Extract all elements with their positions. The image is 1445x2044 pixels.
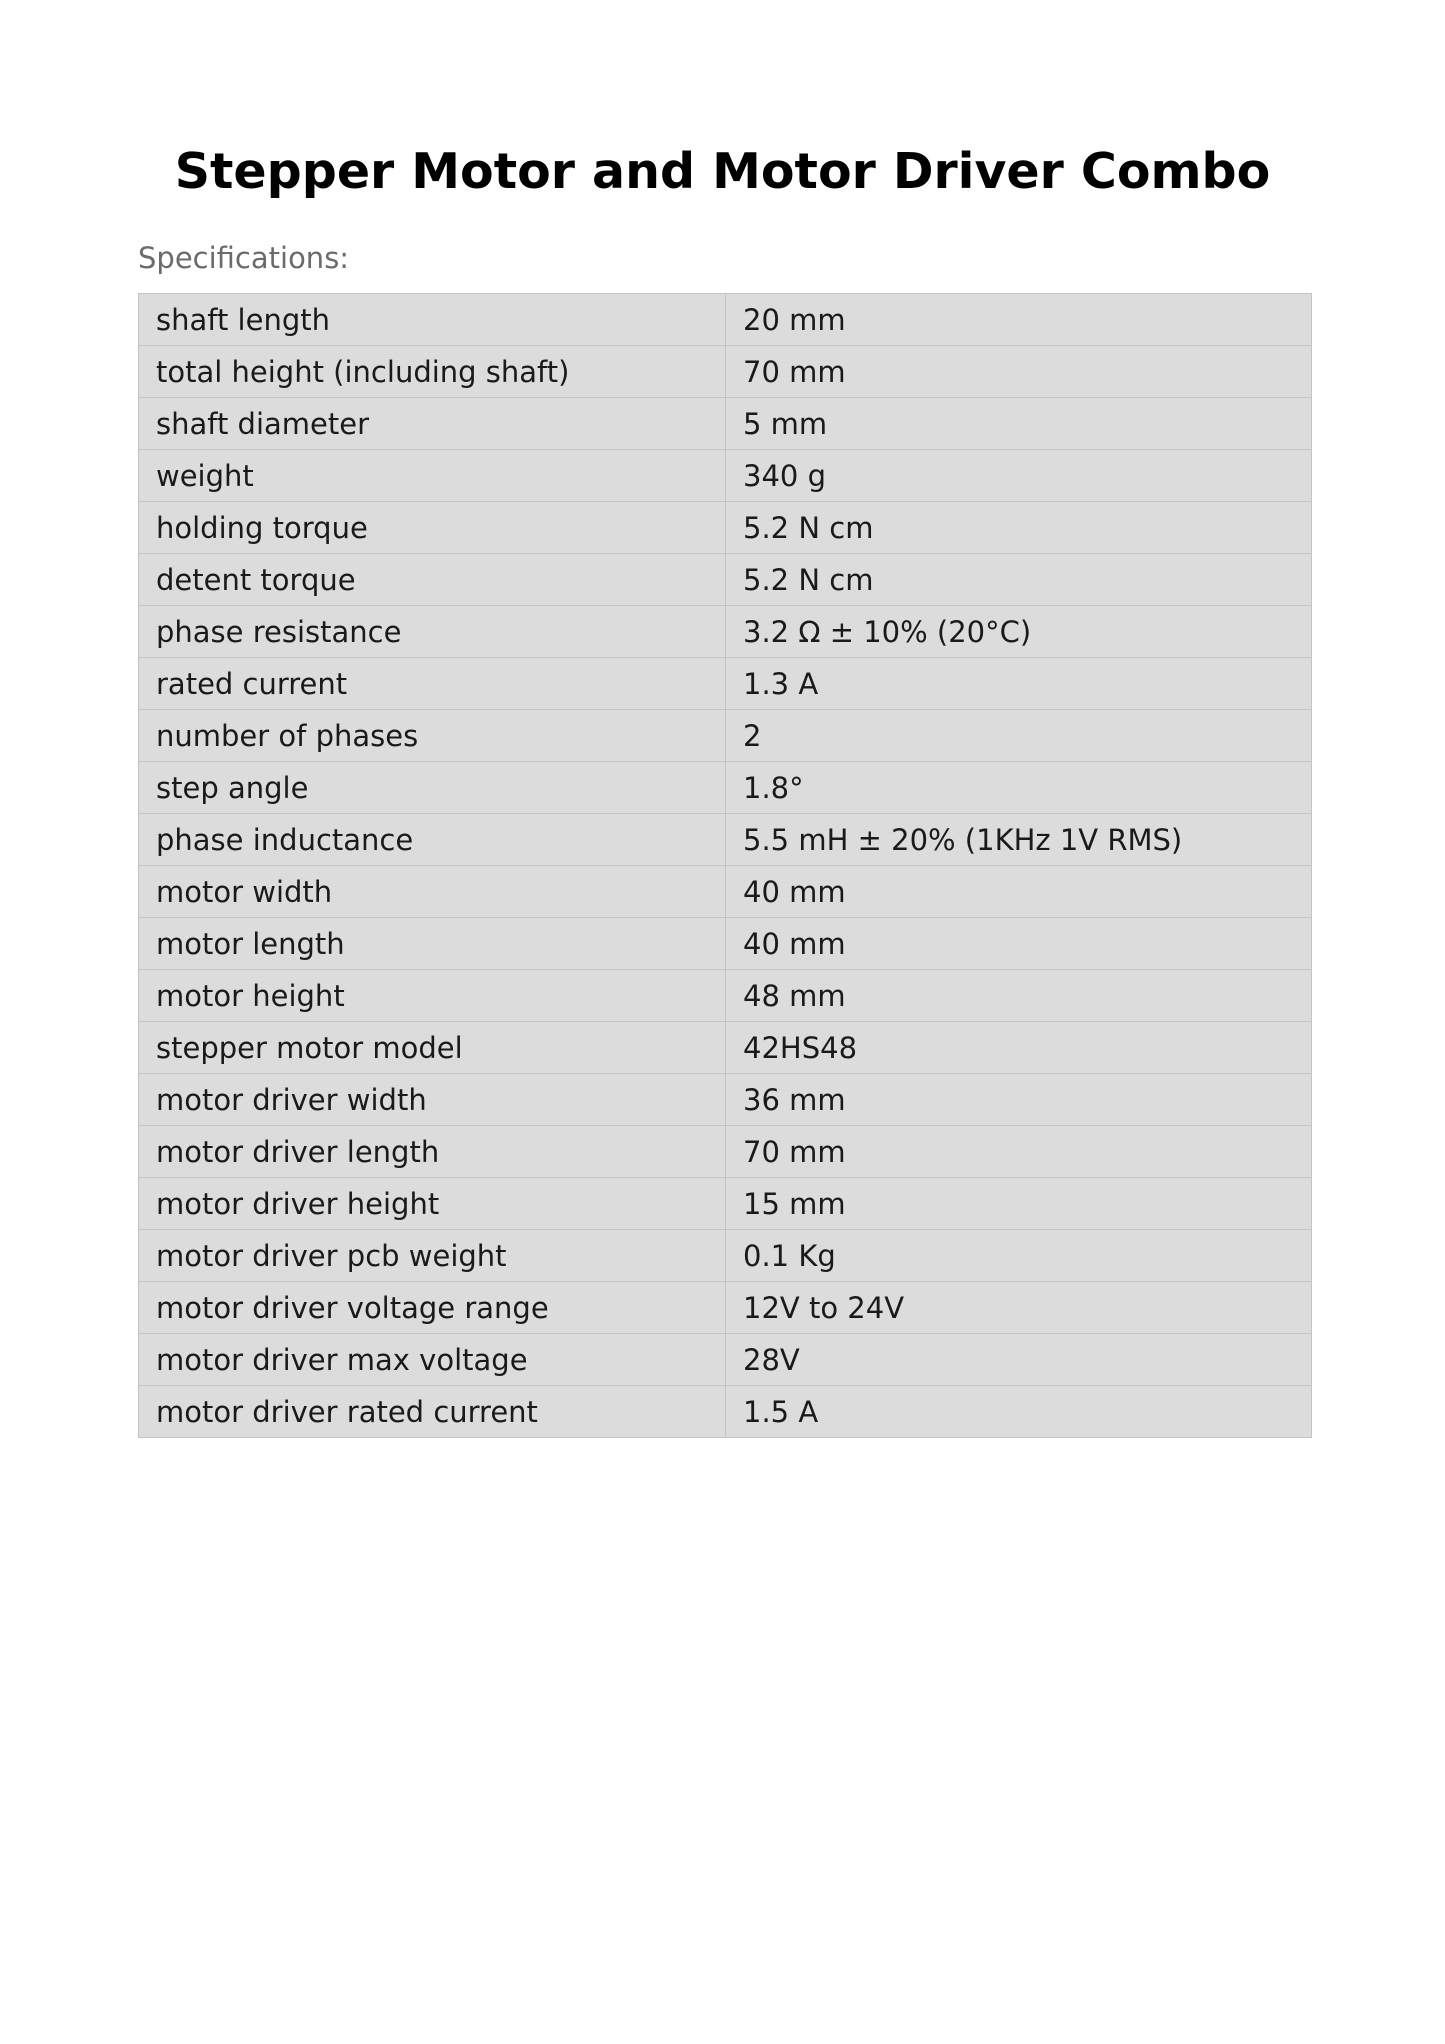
spec-name-cell: holding torque	[139, 502, 726, 554]
spec-name-cell: phase inductance	[139, 814, 726, 866]
spec-name-cell: stepper motor model	[139, 1022, 726, 1074]
spec-value-cell: 12V to 24V	[726, 1282, 1312, 1334]
table-row	[139, 1386, 1312, 1438]
table-row	[139, 502, 1312, 554]
spec-name-cell: motor driver voltage range	[139, 1282, 726, 1334]
spec-value-cell: 42HS48	[726, 1022, 1312, 1074]
spec-name-cell: rated current	[139, 658, 726, 710]
spec-value-cell: 5.2 N cm	[726, 502, 1312, 554]
table-row	[139, 866, 1312, 918]
table-row	[139, 658, 1312, 710]
spec-name-cell: step angle	[139, 762, 726, 814]
table-row	[139, 1022, 1312, 1074]
spec-value-cell: 15 mm	[726, 1178, 1312, 1230]
spec-value-cell: 5.5 mH ± 20% (1KHz 1V RMS)	[726, 814, 1312, 866]
table-row	[139, 398, 1312, 450]
table-row	[139, 1178, 1312, 1230]
specifications-label: Specifications:	[138, 241, 350, 275]
spec-value-cell: 48 mm	[726, 970, 1312, 1022]
spec-name-cell: motor driver max voltage	[139, 1334, 726, 1386]
spec-name-cell: phase resistance	[139, 606, 726, 658]
spec-name-cell: total height (including shaft)	[139, 346, 726, 398]
spec-value-cell: 1.3 A	[726, 658, 1312, 710]
spec-name-cell: shaft length	[139, 294, 726, 346]
spec-value-cell: 40 mm	[726, 866, 1312, 918]
spec-value-cell: 70 mm	[726, 1126, 1312, 1178]
spec-name-cell: shaft diameter	[139, 398, 726, 450]
specifications-table	[138, 293, 1312, 1438]
table-row	[139, 918, 1312, 970]
spec-value-cell: 0.1 Kg	[726, 1230, 1312, 1282]
spec-name-cell: motor width	[139, 866, 726, 918]
spec-value-cell: 70 mm	[726, 346, 1312, 398]
table-row	[139, 1334, 1312, 1386]
specifications-table-body	[139, 294, 1312, 1438]
spec-value-cell: 3.2 Ω ± 10% (20°C)	[726, 606, 1312, 658]
spec-name-cell: motor driver rated current	[139, 1386, 726, 1438]
spec-value-cell: 1.5 A	[726, 1386, 1312, 1438]
spec-value-cell: 28V	[726, 1334, 1312, 1386]
spec-value-cell: 5 mm	[726, 398, 1312, 450]
table-row	[139, 450, 1312, 502]
page-title: Stepper Motor and Motor Driver Combo	[174, 143, 1271, 200]
table-row	[139, 762, 1312, 814]
spec-name-cell: motor length	[139, 918, 726, 970]
spec-name-cell: number of phases	[139, 710, 726, 762]
spec-name-cell: detent torque	[139, 554, 726, 606]
table-row	[139, 710, 1312, 762]
table-row	[139, 346, 1312, 398]
spec-value-cell: 2	[726, 710, 1312, 762]
table-row	[139, 606, 1312, 658]
spec-name-cell: motor driver pcb weight	[139, 1230, 726, 1282]
spec-name-cell: motor driver length	[139, 1126, 726, 1178]
spec-name-cell: motor driver width	[139, 1074, 726, 1126]
spec-value-cell: 20 mm	[726, 294, 1312, 346]
table-row	[139, 294, 1312, 346]
spec-value-cell: 5.2 N cm	[726, 554, 1312, 606]
table-row	[139, 1074, 1312, 1126]
table-row	[139, 970, 1312, 1022]
table-row	[139, 1230, 1312, 1282]
spec-name-cell: motor height	[139, 970, 726, 1022]
spec-name-cell: weight	[139, 450, 726, 502]
table-row	[139, 814, 1312, 866]
table-row	[139, 1126, 1312, 1178]
table-row	[139, 1282, 1312, 1334]
table-row	[139, 554, 1312, 606]
spec-value-cell: 1.8°	[726, 762, 1312, 814]
spec-name-cell: motor driver height	[139, 1178, 726, 1230]
spec-value-cell: 40 mm	[726, 918, 1312, 970]
spec-value-cell: 340 g	[726, 450, 1312, 502]
spec-value-cell: 36 mm	[726, 1074, 1312, 1126]
